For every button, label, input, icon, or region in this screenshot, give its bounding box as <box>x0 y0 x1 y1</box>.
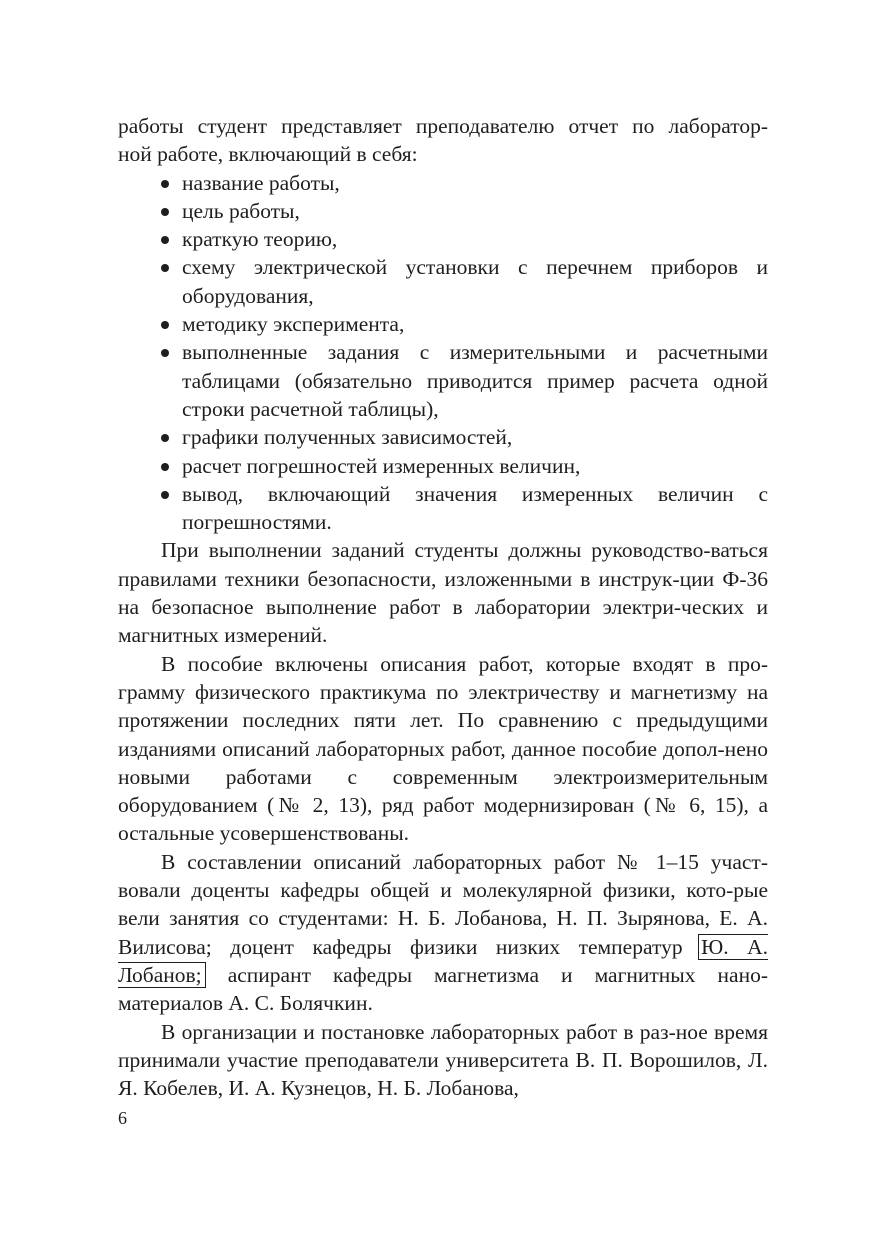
intro-line-1: работы студент представляет преподавателю отчет по лаборатор- <box>118 114 768 138</box>
list-item: название работы, <box>118 169 768 197</box>
list-item: выполненные задания с измерительными и расчетными таблицами (обязательно приводится пример расчета одной строки расчетной таблицы), <box>118 338 768 423</box>
report-contents-list <box>118 169 768 537</box>
list-item: графики полученных зависимостей, <box>118 423 768 451</box>
organization-paragraph: В организации и постановке лабораторных работ в раз-ное время принимали участие преподаватели университета В. П. Ворошилов, Л. Я. Кобелев, И. А. Кузнецов, Н. Б. Лобанова, <box>118 1019 768 1101</box>
authors-text-after: аспирант кафедры магнетизма и магнитных нано-материалов А. С. Болячкин. <box>118 962 768 1016</box>
list-item: вывод, включающий значения измеренных величин с погрешностями. <box>118 480 768 537</box>
authors-paragraph <box>118 848 768 1018</box>
page-body <box>118 112 768 1102</box>
safety-paragraph: При выполнении заданий студенты должны руководство-ваться правилами техники безопасности, изложенными в инструк-ции Ф-36 на безопасное выполнение работ в лаборатории электри-ческих и магнитных измерений. <box>118 538 768 648</box>
boxed-author-name: Ю. А. Лобанов; <box>118 934 768 987</box>
list-item: методику эксперимента, <box>118 310 768 338</box>
contents-paragraph: В пособие включены описания работ, которые входят в про-грамму физического практикума по электричеству и магнетизму на протяжении последних пяти лет. По сравнению с предыдущими изданиями описаний лабораторных работ, данное пособие допол-нено новыми работами с современным электроизмерительным оборудованием (№ 2, 13), ряд работ модернизирован (№ 6, 15), а остальные усовершенствованы. <box>118 651 768 846</box>
page-number: 6 <box>118 1108 127 1128</box>
intro-line-2: ной работе, включающий в себя: <box>118 142 418 167</box>
list-item: краткую теорию, <box>118 225 768 253</box>
list-item: расчет погрешностей измеренных величин, <box>118 452 768 480</box>
authors-text-before: В составлении описаний лабораторных работ № 1–15 участ-вовали доценты кафедры общей и молекулярной физики, кото-рые вели занятия со студентами: Н. Б. Лобанова, Н. П. Зырянова, Е. А. Вилисова; доцент кафедры физики низких температур <box>118 849 768 959</box>
list-item: схему электрической установки с перечнем приборов и оборудования, <box>118 253 768 310</box>
list-item: цель работы, <box>118 197 768 225</box>
